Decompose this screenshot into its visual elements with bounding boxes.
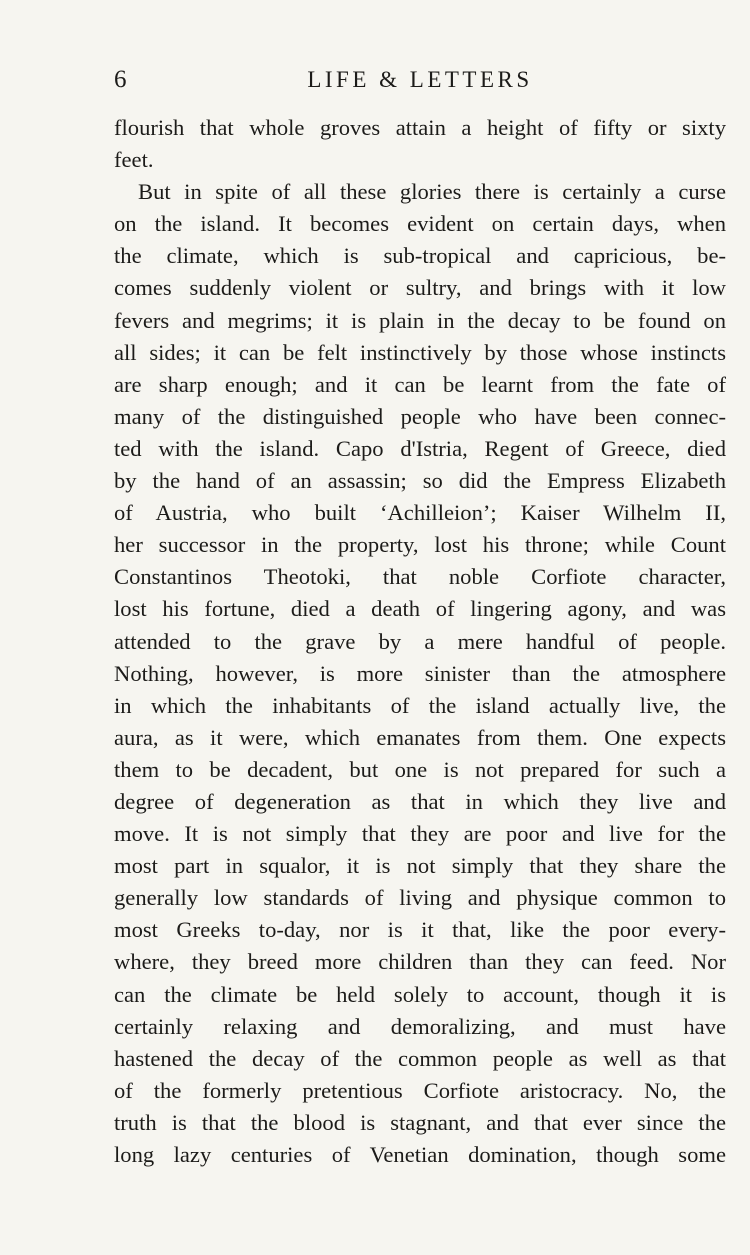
text-line: feet. <box>114 147 154 173</box>
body-text <box>114 112 726 1171</box>
text-line: certainly relaxing and demoralizing, and must have <box>114 1013 726 1039</box>
text-line: ted with the island. Capo d'Istria, Regent of Greece, died <box>114 435 726 461</box>
text-line: lost his fortune, died a death of lingering agony, and was <box>114 596 726 622</box>
text-line: in which the inhabitants of the island actually live, the <box>114 692 726 718</box>
text-line: of the formerly pretentious Corfiote aristocracy. No, the <box>114 1077 726 1103</box>
text-line: the climate, which is sub-tropical and capricious, be- <box>114 243 726 269</box>
text-line: her successor in the property, lost his throne; while Count <box>114 532 726 558</box>
text-line: can the climate be held solely to account, though it is <box>114 981 726 1007</box>
running-title: LIFE & LETTERS <box>307 67 533 92</box>
text-line: truth is that the blood is stagnant, and that ever since the <box>114 1109 726 1135</box>
text-line: many of the distinguished people who have been connec- <box>114 403 726 429</box>
text-line: long lazy centuries of Venetian domination, though some <box>114 1142 726 1167</box>
text-line: are sharp enough; and it can be learnt from the fate of <box>114 371 726 397</box>
text-line: flourish that whole groves attain a height of fifty or sixty <box>114 115 726 140</box>
text-line: all sides; it can be felt instinctively by those whose instincts <box>114 339 726 365</box>
text-line: aura, as it were, which emanates from them. One expects <box>114 724 726 750</box>
text-line: Constantinos Theotoki, that noble Corfiote character, <box>114 564 726 590</box>
text-line: attended to the grave by a mere handful of people. <box>114 628 726 654</box>
text-line: them to be decadent, but one is not prepared for such a <box>114 756 726 782</box>
text-line: of Austria, who built ‘Achilleion’; Kaiser Wilhelm II, <box>114 500 726 526</box>
text-line: most part in squalor, it is not simply that they share the <box>114 853 726 879</box>
text-line: move. It is not simply that they are poor and live for the <box>114 821 726 847</box>
text-line: comes suddenly violent or sultry, and brings with it low <box>114 275 726 301</box>
text-line: hastened the decay of the common people as well as that <box>114 1045 726 1071</box>
text-line: generally low standards of living and physique common to <box>114 885 726 911</box>
text-line: by the hand of an assassin; so did the Empress Elizabeth <box>114 468 726 494</box>
text-line: where, they breed more children than they can feed. Nor <box>114 949 726 975</box>
text-line: Nothing, however, is more sinister than the atmosphere <box>114 660 726 686</box>
text-line: on the island. It becomes evident on certain days, when <box>114 211 726 237</box>
running-head <box>114 64 726 96</box>
page-number: 6 <box>114 66 127 93</box>
text-line: But in spite of all these glories there is certainly a curse <box>138 179 726 205</box>
text-line: fevers and megrims; it is plain in the decay to be found on <box>114 307 726 333</box>
text-line: most Greeks to-day, nor is it that, like the poor every- <box>114 917 726 943</box>
text-line: degree of degeneration as that in which they live and <box>114 788 726 814</box>
